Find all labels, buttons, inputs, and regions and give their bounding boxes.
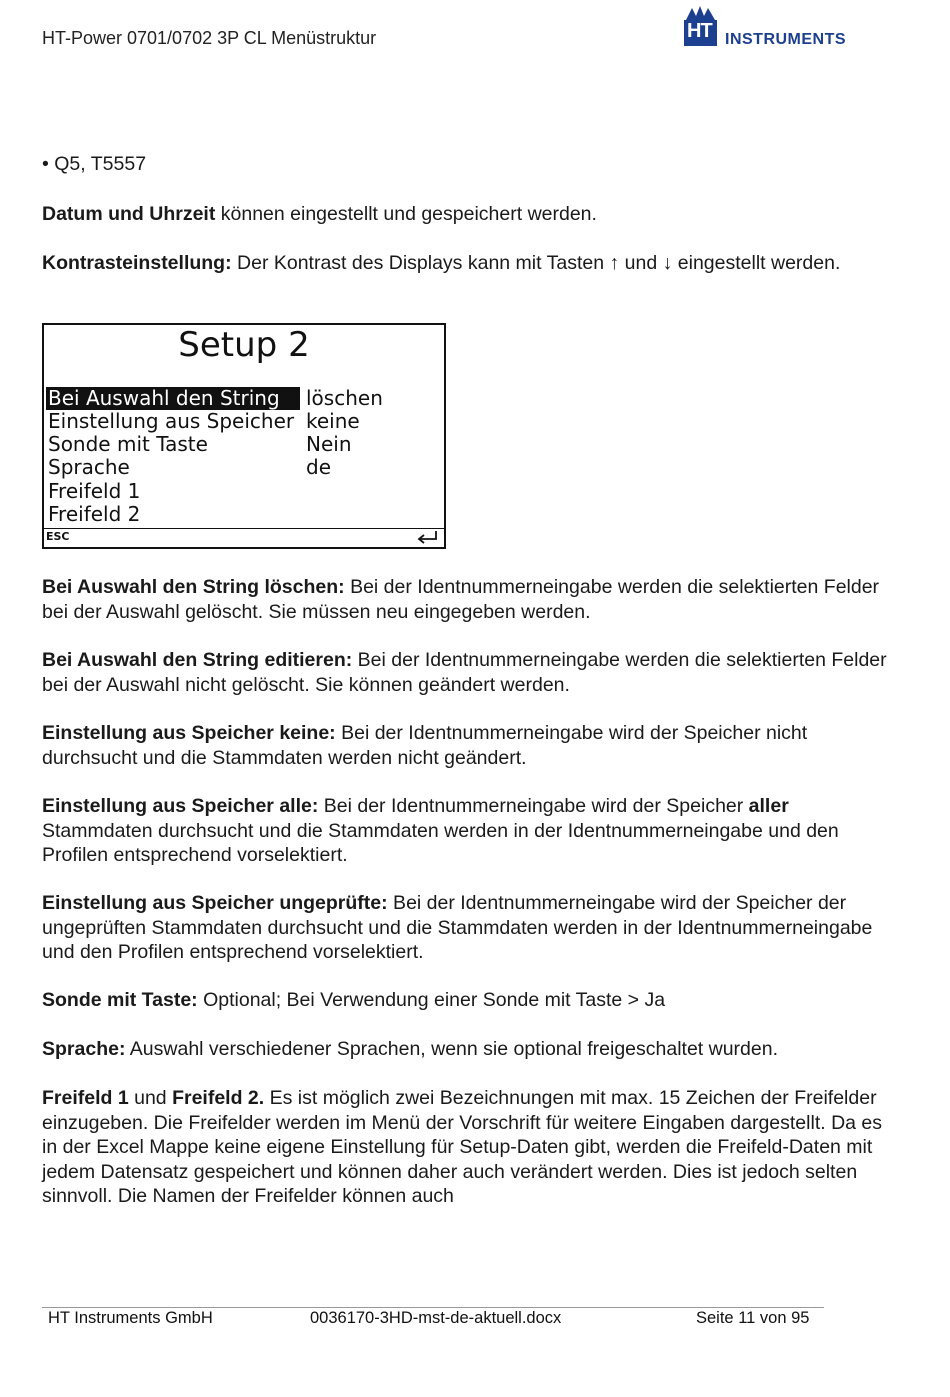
paragraph-heading: Einstellung aus Speicher alle:	[42, 795, 319, 817]
paragraph-heading: Freifeld 2.	[172, 1087, 265, 1109]
paragraph-speicher-ungeprueft	[42, 891, 892, 965]
paragraph-heading: Bei Auswahl den String löschen:	[42, 576, 345, 598]
document-header-title: HT-Power 0701/0702 3P CL Menüstruktur	[42, 28, 377, 48]
paragraph-heading: Freifeld 1	[42, 1087, 129, 1109]
paragraph-kontrast	[42, 251, 892, 276]
screen-row-label: Bei Auswahl den String	[46, 387, 300, 410]
paragraph-text: Optional; Bei Verwendung einer Sonde mit Taste > Ja	[197, 989, 666, 1011]
paragraph-freifeld	[42, 1086, 892, 1209]
paragraph-sprache	[42, 1037, 892, 1062]
bullet-item: • Q5, T5557	[42, 153, 147, 175]
screen-row-label: Einstellung aus Speicher	[48, 409, 295, 433]
screen-row-value: Nein	[306, 432, 352, 456]
screen-title: Setup 2	[178, 325, 310, 365]
paragraph-heading: Sonde mit Taste:	[42, 989, 198, 1011]
screen-row-value: keine	[306, 409, 360, 433]
paragraph-text: Bei der Identnummerneingabe wird der Speicher nicht durchsucht und die Stammdaten werden nicht geändert.	[42, 722, 808, 769]
paragraph-datum-text: können eingestellt und gespeichert werden.	[215, 203, 597, 225]
paragraph-speicher-alle	[42, 794, 892, 868]
paragraph-string-editieren	[42, 648, 892, 697]
paragraph-text: Bei der Identnummerneingabe werden die selektierten Felder bei der Auswahl nicht gelöscht. Sie können geändert werden.	[42, 649, 887, 696]
paragraph-text: und	[128, 1087, 173, 1109]
paragraph-speicher-keine	[42, 721, 892, 770]
screen-row-value: de	[306, 455, 331, 479]
screen-softkey-bar	[44, 528, 444, 547]
device-screen-setup-2	[42, 323, 446, 549]
logo-word: INSTRUMENTS	[725, 31, 847, 48]
paragraph-text: Es ist möglich zwei Bezeichnungen mit max. 15 Zeichen der Freifelder einzugeben. Die Freifelder werden im Menü der Vorschrift für weitere Eingaben dargestellt. Da es in der Excel Mappe keine eigene Einstellung für Setup-Daten gibt, werden die Freifeld-Daten mit jedem Datensatz gespeichert und können daher auch verändert werden. Dies ist jedoch selten sinnvoll. Die Namen der Freifelder können auch	[42, 1087, 883, 1207]
screen-row-label: Freifeld 2	[48, 502, 141, 526]
screen-row-label: Sonde mit Taste	[48, 432, 208, 456]
paragraph-string-loeschen	[42, 575, 892, 624]
paragraph-heading: Bei Auswahl den String editieren:	[42, 649, 353, 671]
screen-row-value: löschen	[306, 386, 383, 410]
screen-row-label: Sprache	[48, 455, 130, 479]
paragraph-kontrast-heading: Kontrasteinstellung:	[42, 252, 232, 274]
footer-page-number: Seite 11 von 95	[696, 1309, 810, 1327]
ht-instruments-logo	[682, 4, 857, 48]
paragraph-datum	[42, 202, 892, 227]
paragraph-heading: Einstellung aus Speicher ungeprüfte:	[42, 892, 388, 914]
paragraph-text: Auswahl verschiedener Sprachen, wenn sie optional freigeschaltet wurden.	[125, 1038, 779, 1060]
paragraph-datum-heading: Datum und Uhrzeit	[42, 203, 216, 225]
paragraph-emphasis: aller	[748, 795, 789, 817]
paragraph-heading: Einstellung aus Speicher keine:	[42, 722, 336, 744]
paragraph-heading: Sprache:	[42, 1038, 126, 1060]
paragraph-text: Bei der Identnummerneingabe werden die selektierten Felder bei der Auswahl gelöscht. Sie müssen neu eingegeben werden.	[42, 576, 880, 623]
paragraph-sonde	[42, 988, 892, 1013]
logo-mark-text: HT	[687, 20, 712, 42]
esc-softkey: ESC	[46, 530, 70, 543]
bullet-text: Q5, T5557	[54, 153, 147, 175]
paragraph-kontrast-text: Der Kontrast des Displays kann mit Tasten ↑ und ↓ eingestellt werden.	[231, 252, 841, 274]
footer-company: HT Instruments GmbH	[48, 1309, 213, 1327]
paragraph-text: Bei der Identnummerneingabe wird der Speicher der ungeprüften Stammdaten durchsucht und die Stammdaten werden in der Identnummerneingabe und den Profilen entsprechend vorselektiert.	[42, 892, 873, 963]
paragraph-text: Stammdaten durchsucht und die Stammdaten werden in der Identnummerneingabe und den Profilen entsprechend vorselektiert.	[42, 819, 839, 866]
paragraph-text: Bei der Identnummerneingabe wird der Speicher	[318, 795, 749, 817]
footer-filename: 0036170-3HD-mst-de-aktuell.docx	[310, 1309, 562, 1327]
enter-icon	[414, 529, 440, 545]
footer-divider	[42, 1307, 824, 1308]
screen-row-label: Freifeld 1	[48, 479, 141, 503]
